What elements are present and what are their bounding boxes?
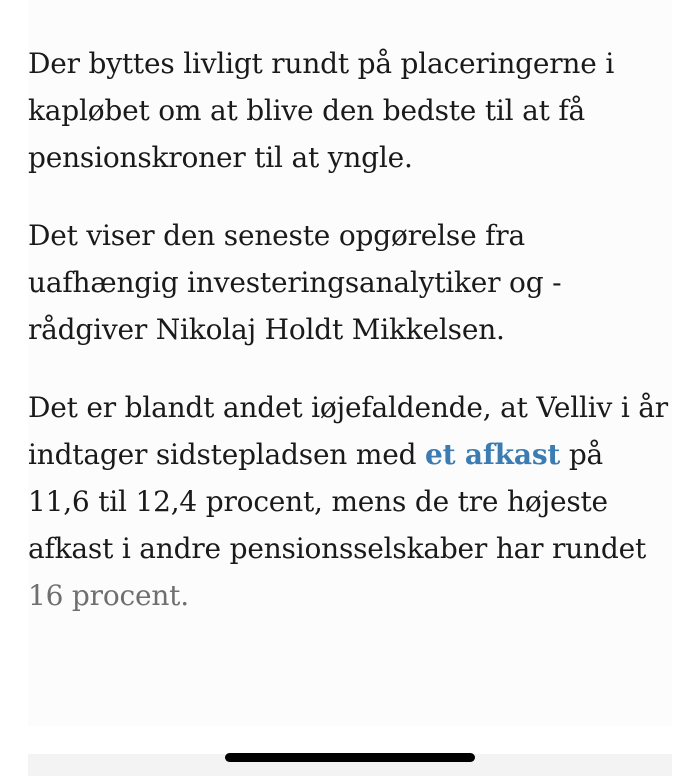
paragraph-text: på 11,6 til 12,4 procent, mens de tre højeste afkast i andre pensionsselskaber har rundet [28, 438, 647, 565]
article-body [28, 40, 668, 650]
afkast-link[interactable]: et afkast [425, 438, 561, 471]
faded-paragraph-text: 16 procent. [28, 579, 189, 612]
paragraph-text: Det er blandt andet iøjefaldende, at Velliv i år indtager sidstepladsen med [28, 391, 668, 471]
article-paragraph: Der byttes livligt rundt på placeringerne i kapløbet om at blive den bedste til at få pensionskroner til at yngle. [28, 47, 615, 174]
article-paragraph: Det viser den seneste opgørelse fra uafhængig investeringsanalytiker og -rådgiver Nikolaj Holdt Mikkelsen. [28, 219, 562, 346]
article-paragraph [28, 384, 668, 619]
home-indicator[interactable] [225, 753, 475, 762]
